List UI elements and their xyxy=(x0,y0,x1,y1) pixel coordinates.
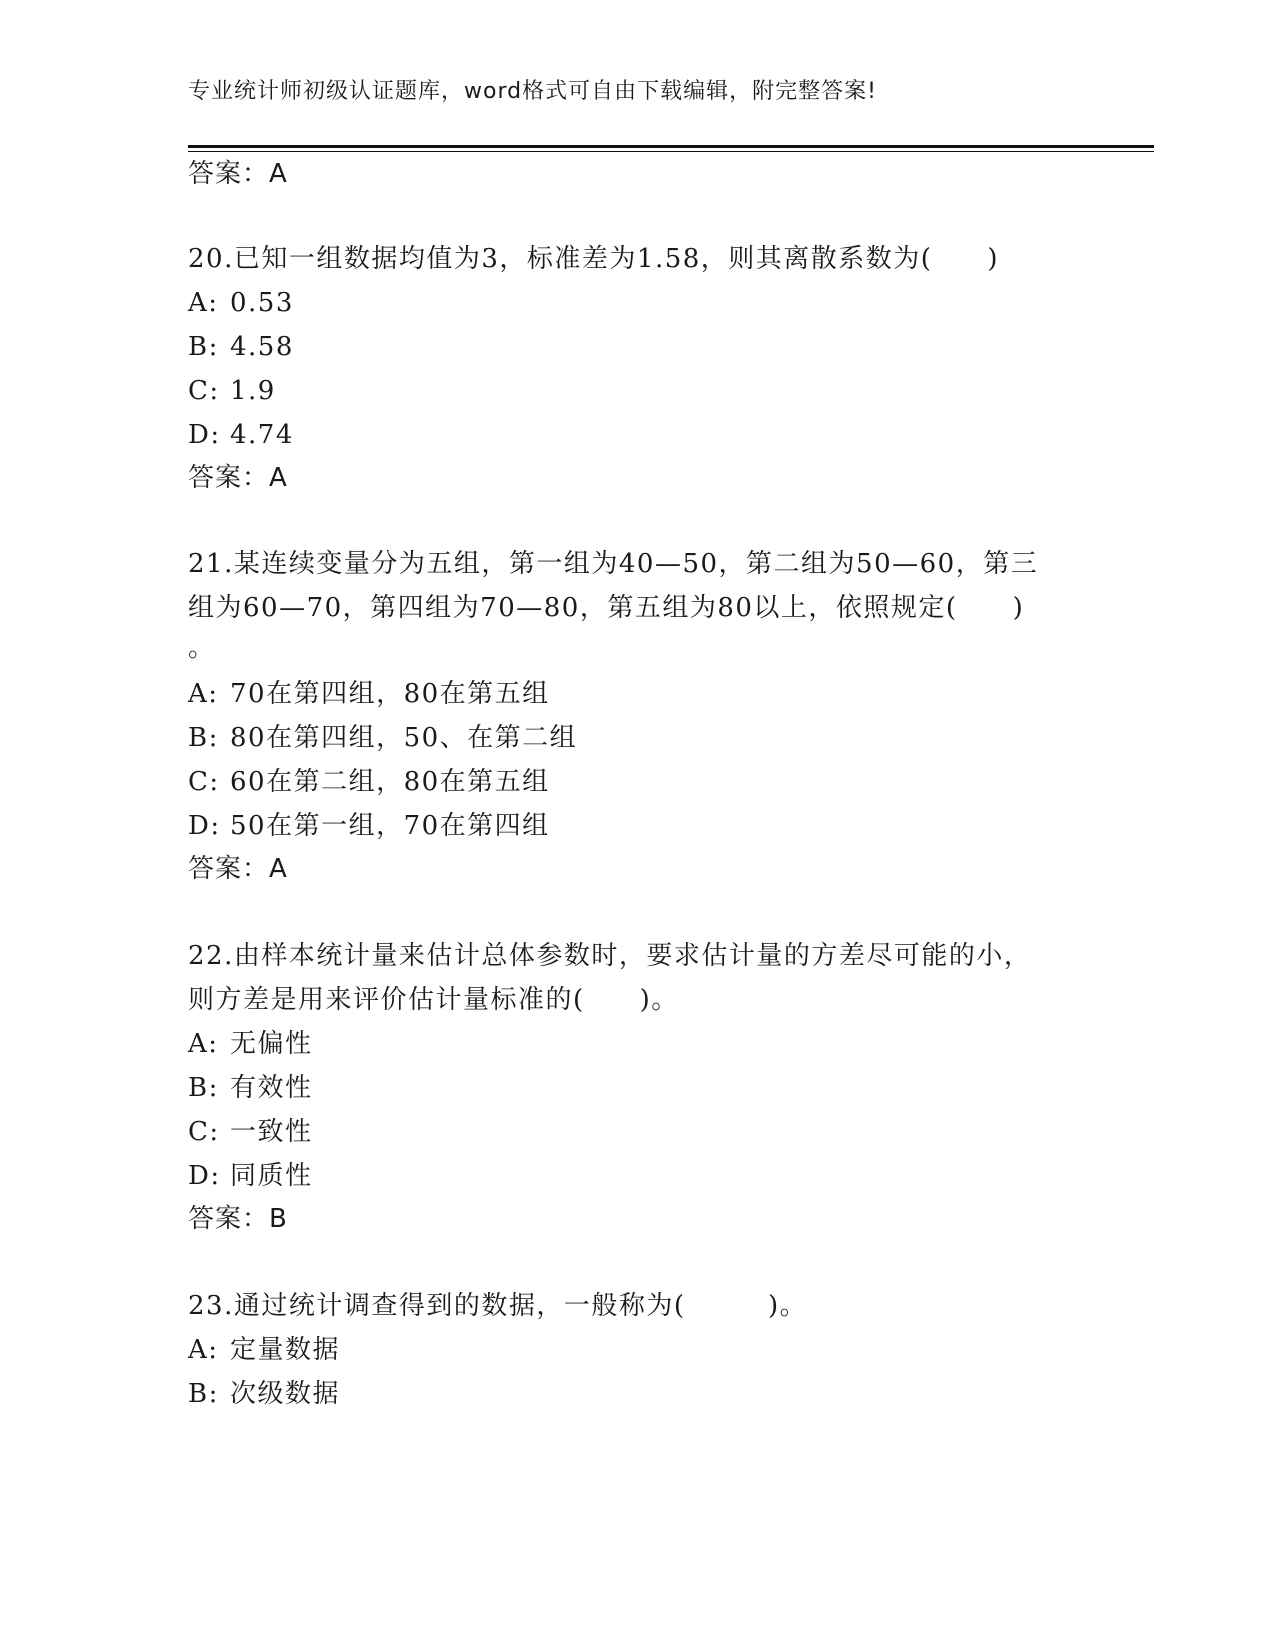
option-key: A: xyxy=(188,1029,219,1059)
option-text: 同质性 xyxy=(230,1161,313,1191)
question-text: 由样本统计量来估计总体参数时，要求估计量的方差尽可能的小， xyxy=(233,941,1032,971)
option-key: C: xyxy=(188,376,220,406)
question-20-stem xyxy=(188,243,999,275)
question-23-option-a xyxy=(188,1334,340,1366)
question-20-option-b xyxy=(188,331,294,363)
option-text: 70在第四组，80在第五组 xyxy=(230,679,550,709)
option-key: B: xyxy=(188,1073,219,1103)
option-key: D: xyxy=(188,420,221,450)
option-text: 有效性 xyxy=(230,1073,313,1103)
question-text: 。 xyxy=(188,633,216,663)
header-divider-thin xyxy=(188,151,1154,152)
question-20-option-a xyxy=(188,287,294,319)
option-text: 次级数据 xyxy=(230,1379,341,1409)
question-number: 23. xyxy=(188,1291,234,1321)
option-text: 0.53 xyxy=(230,288,294,318)
header-divider-thick xyxy=(188,145,1154,148)
question-22-option-d xyxy=(188,1160,313,1192)
option-key: A: xyxy=(188,679,219,709)
option-text: 1.9 xyxy=(230,376,276,406)
option-key: D: xyxy=(188,1161,221,1191)
question-21-option-c xyxy=(188,766,550,798)
answer-label: 答案： xyxy=(188,1204,270,1234)
question-22-option-b xyxy=(188,1072,313,1104)
option-key: B: xyxy=(188,332,219,362)
question-21-option-a xyxy=(188,678,550,710)
question-22-answer xyxy=(188,1203,288,1235)
option-text: 80在第四组，50、在第二组 xyxy=(230,723,578,753)
question-23-stem xyxy=(188,1290,807,1322)
answer-label: 答案： xyxy=(188,463,270,493)
question-text: 某连续变量分为五组，第一组为40—50，第二组为50—60，第三 xyxy=(233,549,1039,579)
question-text: 组为60—70，第四组为70—80，第五组为80以上，依照规定( ) xyxy=(188,593,1025,623)
option-text: 无偏性 xyxy=(230,1029,313,1059)
question-text: 通过统计调查得到的数据，一般称为( )。 xyxy=(233,1291,808,1321)
option-text: 4.58 xyxy=(230,332,294,362)
answer-label: 答案： xyxy=(188,159,270,189)
question-21-stem-line-3 xyxy=(188,632,216,664)
option-key: B: xyxy=(188,1379,219,1409)
question-22-option-c xyxy=(188,1116,313,1148)
question-21-answer xyxy=(188,853,288,885)
question-20-option-c xyxy=(188,375,276,407)
question-text: 已知一组数据均值为3，标准差为1.58，则其离散系数为( ) xyxy=(233,244,1000,274)
question-21-option-d xyxy=(188,810,550,842)
option-key: B: xyxy=(188,723,219,753)
option-text: 4.74 xyxy=(230,420,294,450)
answer-value: B xyxy=(269,1204,288,1234)
option-key: A: xyxy=(188,288,219,318)
option-key: D: xyxy=(188,811,221,841)
question-20-option-d xyxy=(188,419,294,451)
answer-label: 答案： xyxy=(188,854,270,884)
question-22-stem-line-1 xyxy=(188,940,1031,972)
option-text: 50在第一组，70在第四组 xyxy=(230,811,550,841)
question-22-option-a xyxy=(188,1028,313,1060)
option-text: 定量数据 xyxy=(230,1335,341,1365)
question-number: 22. xyxy=(188,941,234,971)
page-header: 专业统计师初级认证题库，word格式可自由下载编辑，附完整答案! xyxy=(188,79,877,104)
option-key: C: xyxy=(188,1117,220,1147)
question-21-stem-line-1 xyxy=(188,548,1038,580)
question-number: 21. xyxy=(188,549,234,579)
question-23-option-b xyxy=(188,1378,340,1410)
question-text: 则方差是用来评价估计量标准的( )。 xyxy=(188,985,679,1015)
question-20-answer xyxy=(188,462,288,494)
answer-value: A xyxy=(269,463,288,493)
question-21-stem-line-2 xyxy=(188,592,1024,624)
prev-answer-line xyxy=(188,158,288,190)
option-text: 一致性 xyxy=(230,1117,313,1147)
question-21-option-b xyxy=(188,722,577,754)
option-key: C: xyxy=(188,767,220,797)
question-22-stem-line-2 xyxy=(188,984,679,1016)
answer-value: A xyxy=(269,854,288,884)
option-key: A: xyxy=(188,1335,219,1365)
question-number: 20. xyxy=(188,244,234,274)
option-text: 60在第二组，80在第五组 xyxy=(230,767,550,797)
answer-value: A xyxy=(269,159,288,189)
